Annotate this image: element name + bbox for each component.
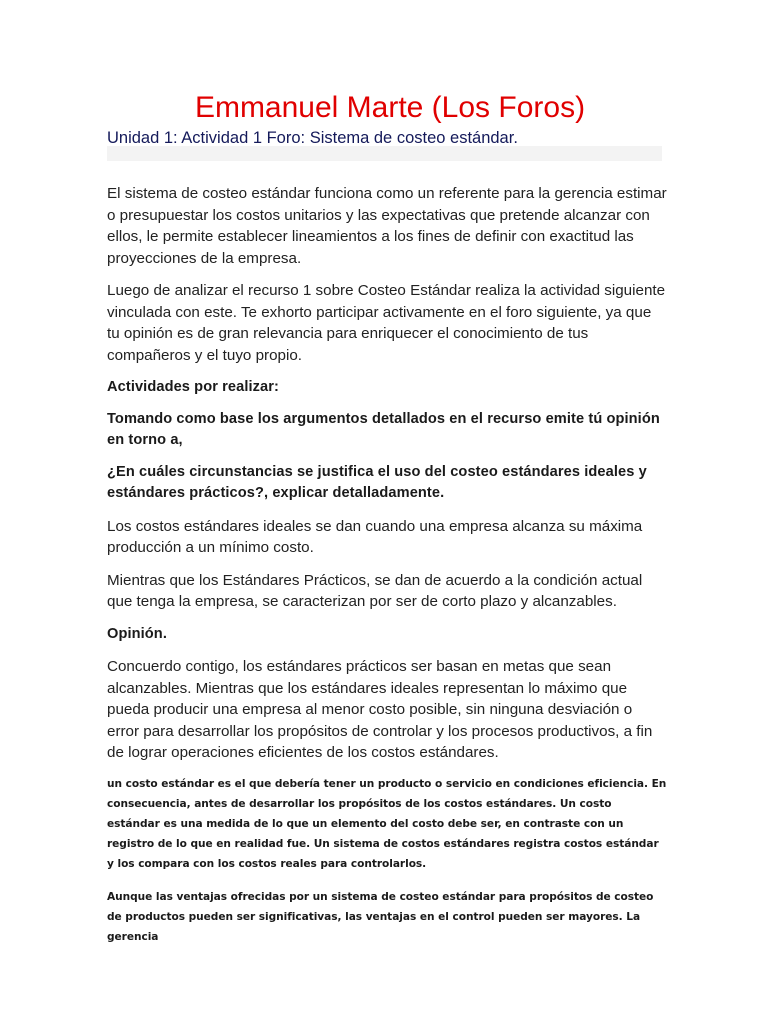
question-text: ¿En cuáles circunstancias se justifica el uso del costeo estándares ideales y estándares prácticos?, explicar detalladamente.: [107, 463, 647, 501]
standard-cost-definition: un costo estándar es el que debería tener un producto o servicio en condiciones eficiencia. En consecuencia, antes de desarrollar los propósitos de los costos estándares. Un costo estándar es una medida de lo que un elemento del costo debe ser, en contraste con un registro de lo que en realidad fue. Un sistema de costos estándares registra costos estándar y los compara con los costos reales para controlarlos.: [107, 777, 667, 871]
answer-practical-standards: Mientras que los Estándares Prácticos, se dan de acuerdo a la condición actual que tenga la empresa, se caracterizan por ser de corto plazo y alcanzables.: [107, 571, 643, 610]
document-page: [107, 88, 667, 947]
document-subtitle-bar: [107, 128, 662, 161]
paragraph-instructions: Luego de analizar el recurso 1 sobre Costeo Estándar realiza la actividad siguiente vinculada con este. Te exhorto participar activamente en el foro siguiente, ya que tu opinión es de gran relevancia para enriquecer el conocimiento de tus compañeros y el tuyo propio.: [107, 282, 666, 364]
paragraph-intro: El sistema de costeo estándar funciona como un referente para la gerencia estimar o presupuestar los costos unitarios y las expectativas que pretende alcanzar con ellos, le permite establecer lineamientos a los fines de definir con exactitud las proyecciones de la empresa.: [107, 185, 667, 267]
document-subtitle: Unidad 1: Actividad 1 Foro: Sistema de costeo estándar.: [107, 129, 518, 147]
instruction-text: Tomando como base los argumentos detallados en el recurso emite tú opinión en torno a,: [107, 410, 660, 448]
document-title: Emmanuel Marte (Los Foros): [194, 91, 586, 124]
heading-activities: Actividades por realizar:: [107, 379, 280, 395]
answer-ideal-standards: Los costos estándares ideales se dan cuando una empresa alcanza su máxima producción a un mínimo costo.: [107, 517, 643, 556]
standard-cost-advantages: Aunque las ventajas ofrecidas por un sistema de costeo estándar para propósitos de costeo de productos pueden ser significativas, las ventajas en el control pueden ser mayores. La gerencia: [107, 890, 654, 943]
heading-opinion: Opinión.: [107, 625, 167, 642]
opinion-text: Concuerdo contigo, los estándares prácticos ser basan en metas que sean alcanzables. Mientras que los estándares ideales representan lo máximo que pueda producir una empresa al menor costo posible, sin ninguna desviación o error para desarrollar los propósitos de controlar y los procesos productivos, a fin de lograr operaciones eficientes de los costos estándares.: [107, 658, 653, 761]
